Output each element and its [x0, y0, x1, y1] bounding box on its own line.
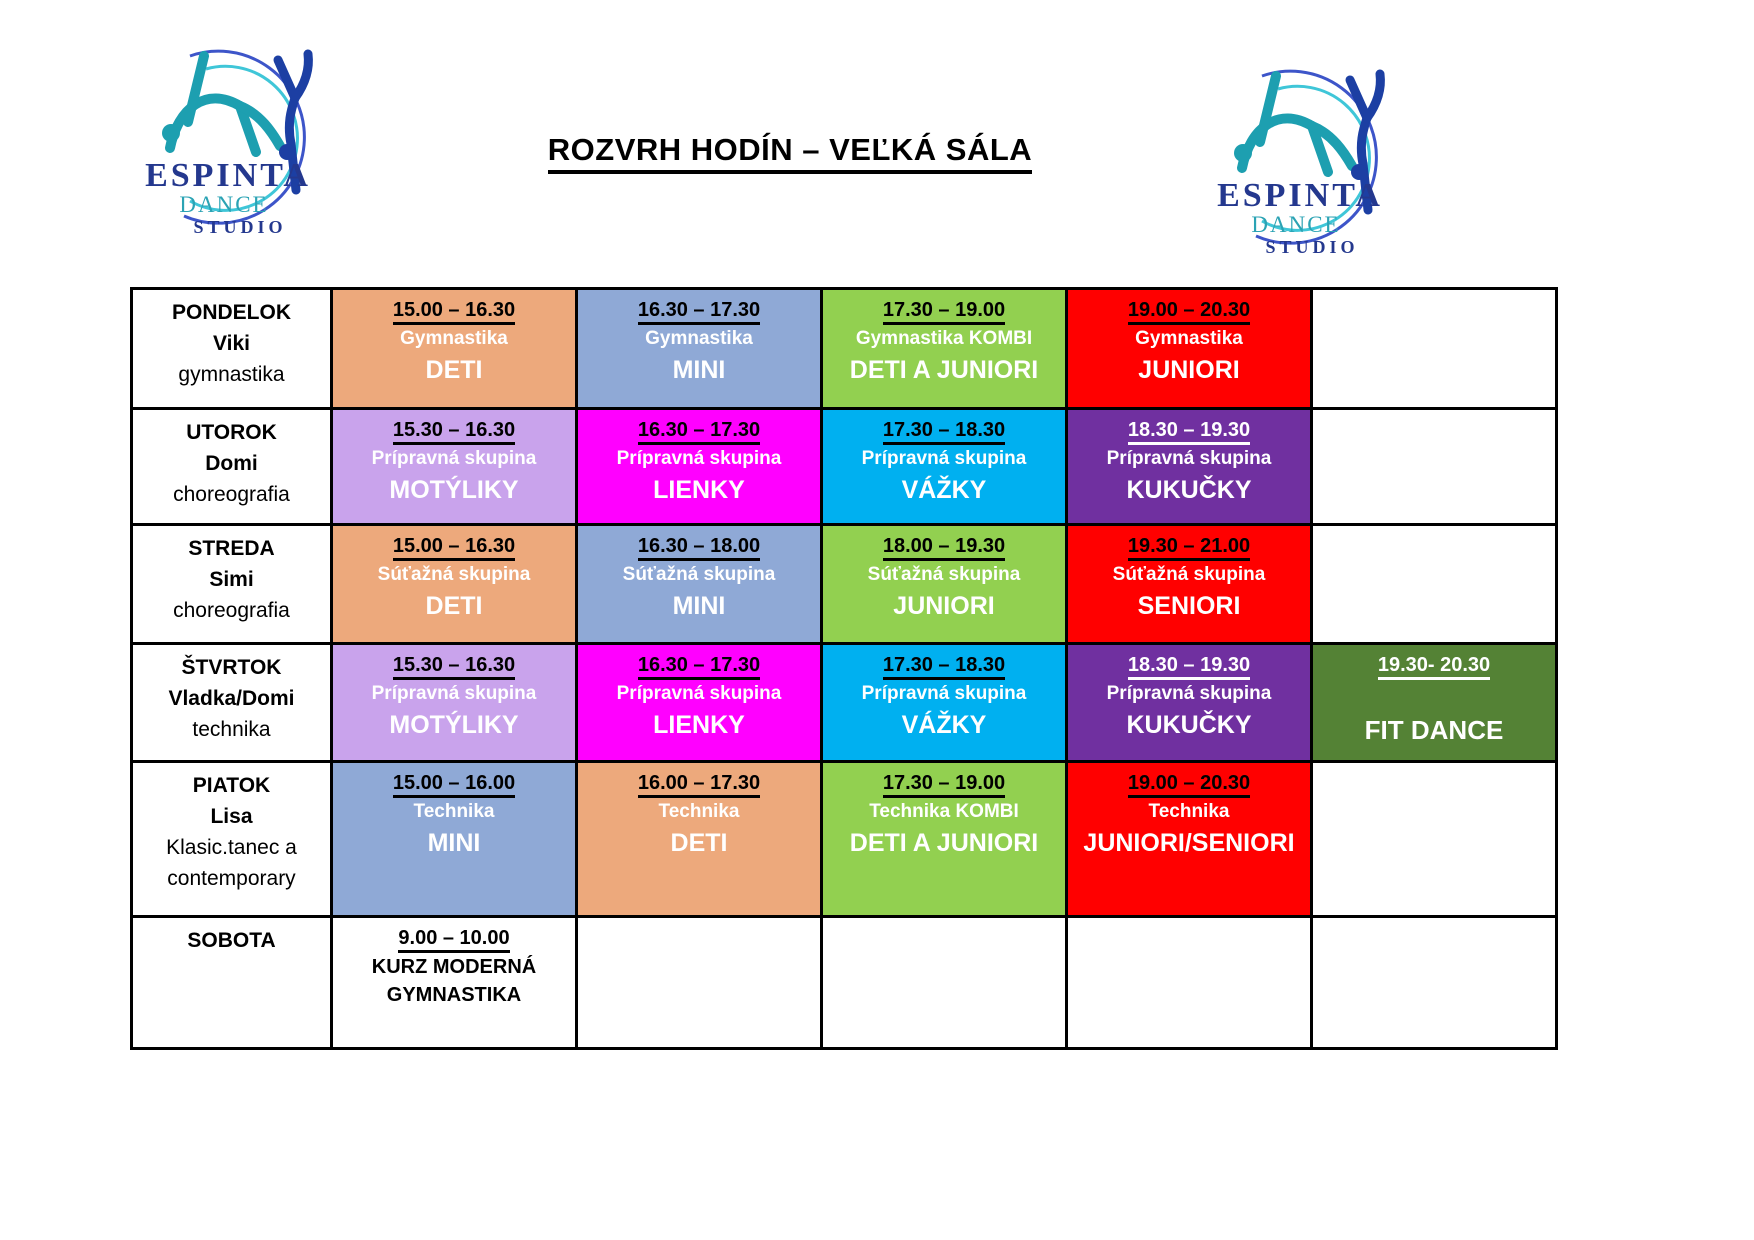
class-cell-content	[1068, 645, 1310, 743]
day-name: ŠTVRTOK	[181, 656, 282, 679]
class-cell-content	[578, 763, 820, 861]
day-instructor: Viki	[213, 332, 250, 355]
schedule-row	[132, 409, 1557, 525]
empty-cell	[1312, 409, 1557, 525]
schedule-row	[132, 762, 1557, 917]
class-cell	[577, 644, 822, 762]
class-cell	[1067, 289, 1312, 409]
espinta-dance-studio-logo	[126, 30, 336, 242]
class-time-text: 16.30 – 17.30	[638, 654, 760, 680]
class-group: DETI	[425, 592, 483, 620]
class-cell	[1067, 644, 1312, 762]
day-discipline: Klasic.tanec a	[166, 836, 297, 859]
day-cell	[132, 409, 332, 525]
class-cell	[577, 762, 822, 917]
class-cell-content	[578, 410, 820, 508]
class-label: Súťažná skupina	[622, 564, 776, 585]
class-group: MINI	[427, 829, 481, 857]
class-time	[578, 415, 820, 445]
logo-espinta-text: ESPINTA	[145, 157, 311, 194]
class-cell	[577, 409, 822, 525]
class-group: JUNIORI	[893, 592, 995, 620]
class-time	[333, 923, 575, 953]
class-cell-content	[578, 526, 820, 624]
class-time	[578, 650, 820, 680]
day-name: SOBOTA	[187, 929, 276, 952]
class-time	[823, 650, 1065, 680]
class-label: Technika	[658, 801, 740, 822]
class-label: Prípravná skupina	[616, 683, 782, 704]
day-cell	[132, 289, 332, 409]
class-time	[823, 295, 1065, 325]
class-label: Technika	[1148, 801, 1230, 822]
class-cell-content	[1068, 410, 1310, 508]
class-cell-content	[823, 763, 1065, 861]
class-label: Technika	[413, 801, 495, 822]
day-cell	[132, 644, 332, 762]
day-cell	[132, 917, 332, 1049]
day-discipline: choreografia	[173, 483, 290, 506]
class-group: DETI	[670, 829, 728, 857]
empty-cell	[822, 917, 1067, 1049]
class-group: MINI	[672, 592, 726, 620]
day-cell	[132, 762, 332, 917]
backbend-dancer-head	[1234, 144, 1252, 162]
class-time-text: 15.30 – 16.30	[393, 654, 515, 680]
class-cell-content	[1068, 290, 1310, 388]
class-group: LIENKY	[653, 711, 745, 739]
class-label: KURZ MODERNÁ	[371, 956, 537, 978]
logo-espinta-text: ESPINTA	[1217, 177, 1383, 214]
class-cell	[1312, 644, 1557, 762]
class-group: SENIORI	[1137, 592, 1241, 620]
class-time	[1068, 650, 1310, 680]
class-label: Gymnastika	[645, 328, 753, 349]
logo-studio-text: STUDIO	[193, 217, 287, 237]
backbend-dancer-icon	[170, 56, 280, 152]
class-cell-content	[1068, 763, 1310, 861]
class-cell	[822, 644, 1067, 762]
class-label: Gymnastika	[1135, 328, 1243, 349]
class-time	[578, 295, 820, 325]
day-instructor: Lisa	[210, 805, 253, 828]
class-time-text: 15.00 – 16.30	[393, 535, 515, 561]
class-cell	[1067, 525, 1312, 644]
class-label: Súťažná skupina	[377, 564, 531, 585]
class-time-text: 16.30 – 17.30	[638, 419, 760, 445]
empty-cell	[1312, 525, 1557, 644]
class-group: JUNIORI/SENIORI	[1083, 829, 1295, 857]
schedule-table-body	[132, 289, 1557, 1049]
class-time	[1313, 650, 1555, 680]
class-cell	[332, 762, 577, 917]
class-time-text: 15.00 – 16.30	[393, 299, 515, 325]
class-time	[1068, 415, 1310, 445]
class-cell-content	[578, 290, 820, 388]
day-discipline-2: contemporary	[167, 867, 296, 890]
class-group: JUNIORI	[1138, 356, 1240, 384]
class-cell-content	[823, 526, 1065, 624]
class-time-text: 17.30 – 19.00	[883, 772, 1005, 798]
class-time	[1068, 295, 1310, 325]
class-time-text: 15.00 – 16.00	[393, 772, 515, 798]
class-group: FIT DANCE	[1364, 715, 1504, 745]
day-name: PIATOK	[192, 774, 271, 797]
class-time	[823, 531, 1065, 561]
class-cell-content	[823, 290, 1065, 388]
class-cell	[332, 409, 577, 525]
empty-cell	[1312, 289, 1557, 409]
class-time-text: 18.30 – 19.30	[1128, 419, 1250, 445]
class-time	[1068, 531, 1310, 561]
logo-studio-text: STUDIO	[1265, 237, 1359, 257]
class-group: DETI	[425, 356, 483, 384]
class-label: Prípravná skupina	[371, 448, 537, 469]
class-label: Prípravná skupina	[616, 448, 782, 469]
class-cell	[822, 762, 1067, 917]
class-group: MOTÝLIKY	[389, 476, 519, 504]
class-time	[333, 295, 575, 325]
class-cell-content	[333, 763, 575, 861]
class-cell-content	[333, 410, 575, 508]
day-discipline: choreografia	[173, 599, 290, 622]
class-time-text: 16.30 – 17.30	[638, 299, 760, 325]
class-time-text: 19.30 – 21.00	[1128, 535, 1250, 561]
class-group: KUKUČKY	[1126, 476, 1252, 504]
class-group: LIENKY	[653, 476, 745, 504]
class-time	[823, 415, 1065, 445]
day-instructor: Vladka/Domi	[168, 687, 295, 710]
class-time-text: 9.00 – 10.00	[398, 927, 509, 953]
class-label: Súťažná skupina	[1112, 564, 1266, 585]
class-group: MOTÝLIKY	[389, 711, 519, 739]
class-cell	[332, 644, 577, 762]
class-cell-content	[333, 290, 575, 388]
class-time-text: 16.30 – 18.00	[638, 535, 760, 561]
class-group: VÁŽKY	[901, 476, 987, 504]
empty-cell	[1067, 917, 1312, 1049]
schedule-row	[132, 525, 1557, 644]
class-cell-content	[823, 410, 1065, 508]
class-group: DETI A JUNIORI	[849, 356, 1039, 384]
class-cell	[577, 289, 822, 409]
day-cell	[132, 525, 332, 644]
day-name: STREDA	[188, 537, 275, 560]
logo-dance-text: DANCE	[1251, 212, 1341, 237]
class-time-text: 15.30 – 16.30	[393, 419, 515, 445]
day-instructor: Domi	[205, 452, 258, 475]
class-time	[333, 650, 575, 680]
class-time-text: 18.00 – 19.30	[883, 535, 1005, 561]
class-cell	[332, 917, 577, 1049]
class-cell	[1067, 762, 1312, 917]
class-time-text: 16.00 – 17.30	[638, 772, 760, 798]
class-time-text: 17.30 – 19.00	[883, 299, 1005, 325]
class-cell	[822, 525, 1067, 644]
empty-cell	[577, 917, 822, 1049]
logo-dance-text: DANCE	[179, 192, 269, 217]
class-time	[578, 768, 820, 798]
day-instructor: Simi	[209, 568, 254, 591]
class-time	[333, 415, 575, 445]
class-label: Prípravná skupina	[1106, 448, 1272, 469]
class-label: Súťažná skupina	[867, 564, 1021, 585]
class-time	[333, 531, 575, 561]
class-label: Gymnastika	[400, 328, 508, 349]
class-group: GYMNASTIKA	[386, 984, 522, 1006]
schedule-row	[132, 289, 1557, 409]
empty-cell	[1312, 917, 1557, 1049]
empty-cell	[1312, 762, 1557, 917]
class-label: Prípravná skupina	[861, 683, 1027, 704]
class-cell-content	[1068, 526, 1310, 624]
day-discipline: gymnastika	[178, 363, 285, 386]
class-cell-content	[333, 526, 575, 624]
day-name: UTOROK	[186, 421, 277, 444]
class-time-text: 19.00 – 20.30	[1128, 772, 1250, 798]
class-label: Gymnastika KOMBI	[855, 328, 1033, 349]
class-time	[578, 531, 820, 561]
class-time-text: 18.30 – 19.30	[1128, 654, 1250, 680]
class-group: DETI A JUNIORI	[849, 829, 1039, 857]
class-time-text: 19.30- 20.30	[1378, 654, 1490, 680]
schedule-row	[132, 917, 1557, 1049]
class-cell	[822, 289, 1067, 409]
class-time-text: 17.30 – 18.30	[883, 419, 1005, 445]
class-cell	[332, 289, 577, 409]
class-label: Prípravná skupina	[861, 448, 1027, 469]
page-title	[420, 132, 1160, 168]
class-cell-content	[333, 645, 575, 743]
schedule-row	[132, 644, 1557, 762]
class-cell-content	[1313, 645, 1555, 748]
class-time-text: 19.00 – 20.30	[1128, 299, 1250, 325]
class-group: KUKUČKY	[1126, 711, 1252, 739]
page-title-text: ROZVRH HODÍN – VEĽKÁ SÁLA	[548, 132, 1032, 174]
espinta-dance-studio-logo	[1198, 50, 1408, 262]
class-label: Technika KOMBI	[869, 801, 1019, 822]
day-name: PONDELOK	[171, 301, 291, 324]
class-cell	[577, 525, 822, 644]
logo-top-right	[1198, 50, 1408, 262]
class-group: VÁŽKY	[901, 711, 987, 739]
class-cell	[822, 409, 1067, 525]
class-time	[1068, 768, 1310, 798]
class-time	[823, 768, 1065, 798]
class-cell-content	[823, 645, 1065, 743]
class-cell-content	[333, 918, 575, 1009]
class-cell-content	[578, 645, 820, 743]
class-label: Prípravná skupina	[371, 683, 537, 704]
logo-top-left	[126, 30, 336, 242]
class-time	[333, 768, 575, 798]
class-cell	[1067, 409, 1312, 525]
backbend-dancer-head	[162, 124, 180, 142]
day-discipline: technika	[192, 718, 271, 741]
class-time-text: 17.30 – 18.30	[883, 654, 1005, 680]
class-cell	[332, 525, 577, 644]
schedule-table	[130, 287, 1558, 1050]
class-group: MINI	[672, 356, 726, 384]
backbend-dancer-icon	[1242, 76, 1352, 172]
class-label: Prípravná skupina	[1106, 683, 1272, 704]
